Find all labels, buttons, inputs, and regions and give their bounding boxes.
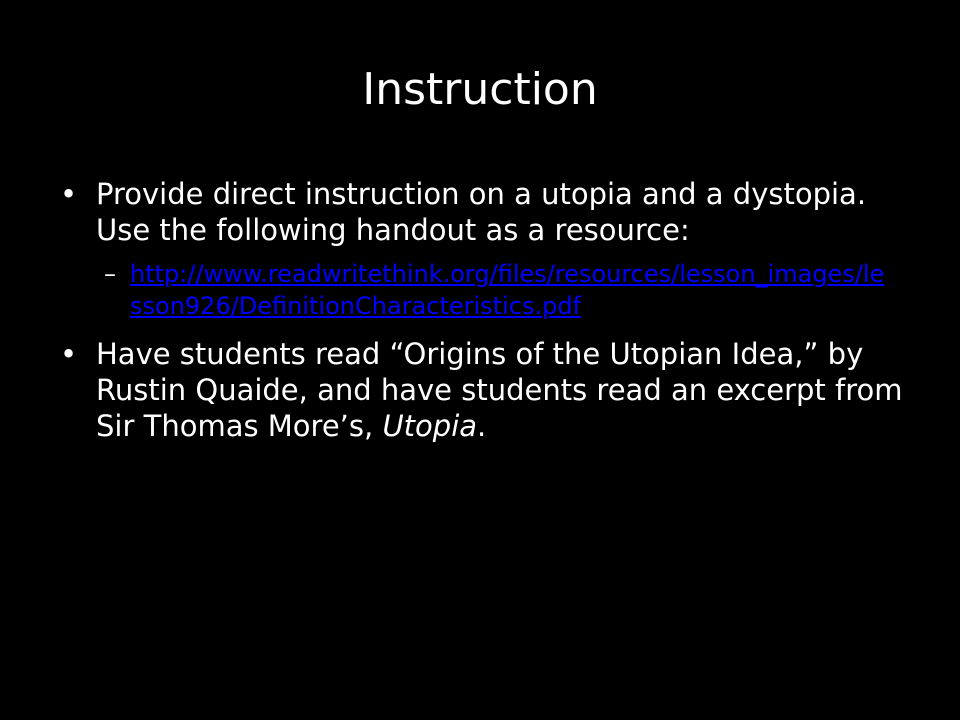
slide-content (56, 176, 906, 444)
handout-link[interactable]: http://www.readwritethink.org/files/resources/lesson_images/lesson926/DefinitionCharacteristics.pdf (130, 260, 885, 320)
sub-bullet-dash: – (104, 260, 116, 288)
bullet-text-2-after: . (477, 409, 487, 443)
slide-title: Instruction (362, 64, 598, 115)
bullet-dot-icon: • (60, 337, 78, 371)
bullet-dot-icon: • (60, 177, 78, 211)
bullet-item-2 (56, 336, 906, 444)
bullet-text-2-before: Have students read “Origins of the Utopian Idea,” by Rustin Quaide, and have students read an excerpt from Sir Thomas More’s, (96, 337, 903, 443)
bullet-item-1 (56, 176, 906, 248)
bullet-text-1: Provide direct instruction on a utopia and a dystopia. Use the following handout as a resource: (96, 177, 867, 247)
sub-bullet-link-item (56, 258, 906, 322)
book-title-utopia: Utopia (382, 409, 478, 443)
